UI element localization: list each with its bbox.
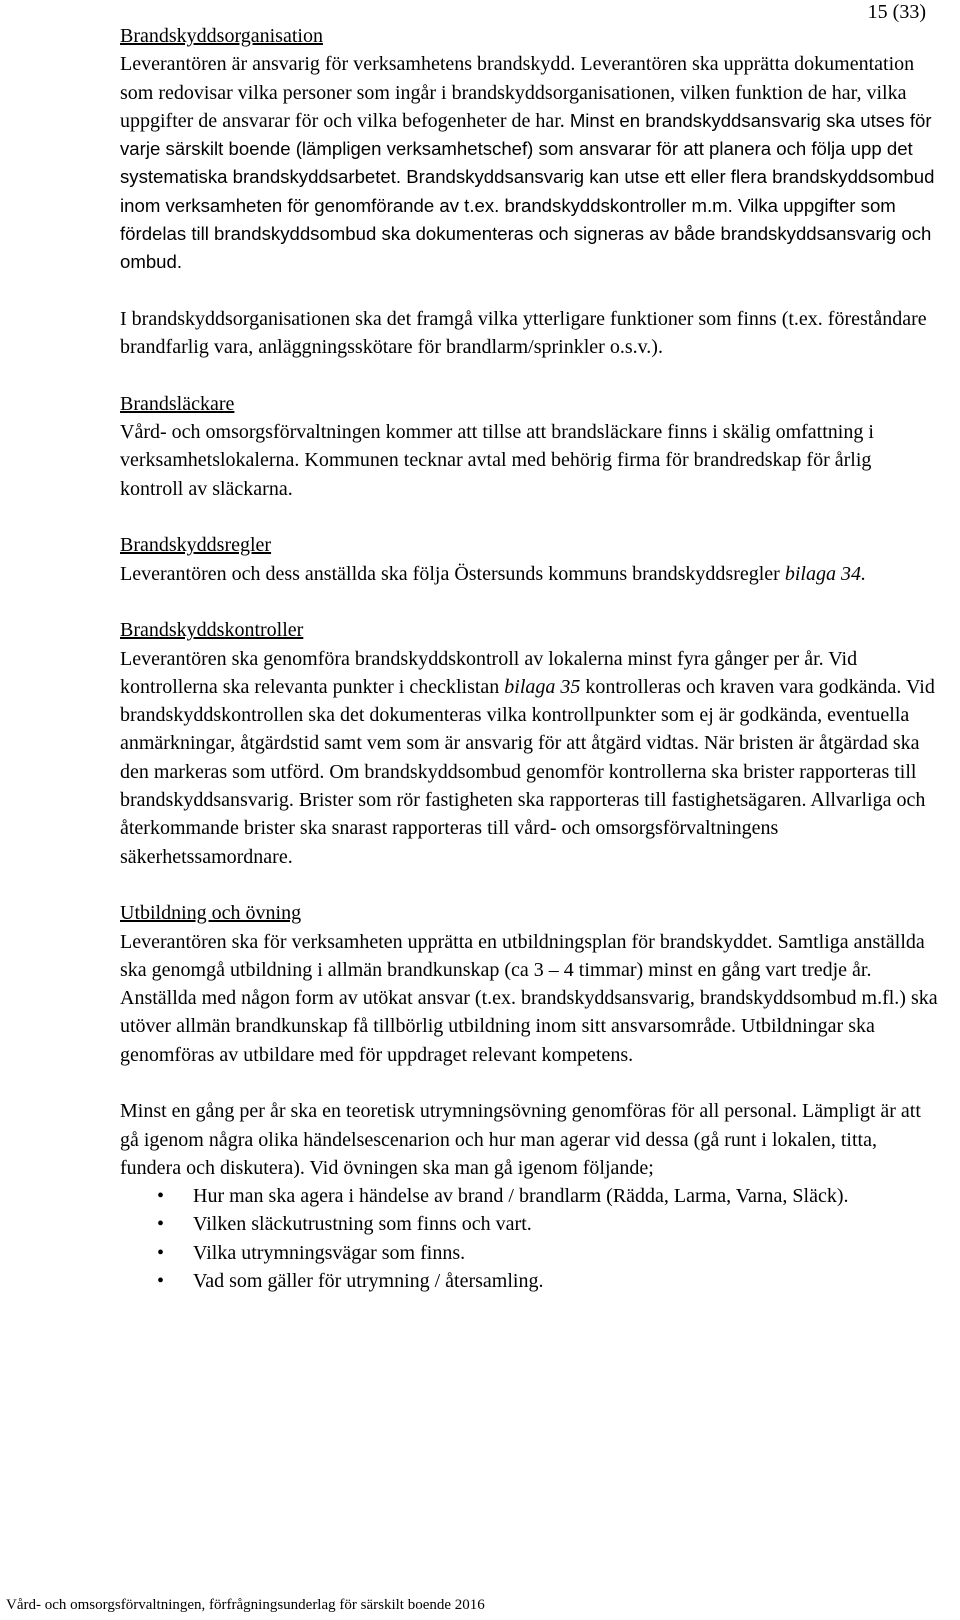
section-training (120, 899, 938, 1069)
section-heading: Brandskyddskontroller (120, 619, 304, 642)
bullet-icon: • (157, 1213, 165, 1236)
section-organisation (120, 22, 938, 277)
drill-checklist (120, 1182, 938, 1295)
paragraph-text: kontrolleras och kraven vara godkända. Vid brandskyddskontrollen ska det dokumenteras vilka kontrollpunkter som ej är godkända, eventuella anmärkningar, åtgärdstid samt vem som är ansvarig för att åtgärd vidtas. När bristen är åtgärdad ska den markeras som utförd. Om brandskyddsombud genomför kontrollerna ska brister rapporteras till brandskyddsansvarig. Brister som rör fastigheten ska rapporteras till fastighetsägaren. Allvarliga och återkommande brister ska snarast rapporteras till vård- och omsorgsförvaltningens säkerhetssamordnare. (120, 675, 935, 868)
section-heading: Brandskyddsorganisation (120, 25, 323, 47)
page-footer: Vård- och omsorgsförvaltningen, förfrågningsunderlag för särskilt boende 2016 (6, 1597, 485, 1613)
paragraph: Vård- och omsorgsförvaltningen kommer att tillse att brandsläckare finns i skälig omfattning i verksamhetslokalerna. Kommunen tecknar avtal med behörig firma för brandredskap för årlig kontroll av släckarna. (120, 421, 874, 500)
list-item-text: Hur man ska agera i händelse av brand / brandlarm (Rädda, Larma, Varna, Släck). (193, 1185, 849, 1208)
paragraph-text-sans: Minst en brandskyddsansvarig ska utses för varje särskilt boende (lämpligen verksamhetschef) som ansvarar för att planera och följa upp det systematiska brandskyddsarbetet. Brandskyddsansvarig kan utse ett eller flera brandskyddsombud inom verksamheten för genomförande av t.ex. brandskyddskontroller m.m. Vilka uppgifter som fördelas till brandskyddsombud ska dokumenteras och signeras av både brandskyddsansvarig och ombud. (120, 109, 935, 273)
section-heading: Utbildning och övning (120, 902, 302, 925)
list-item-text: Vilken släckutrustning som finns och vart. (193, 1213, 532, 1236)
paragraph: Leverantören ska för verksamheten upprätta en utbildningsplan för brandskyddet. Samtliga anställda ska genomgå utbildning i allmän brandkunskap (ca 3 – 4 timmar) minst en gång vart tredje år. Anställda med någon form av utökat ansvar (t.ex. brandskyddsansvarig, brandskyddsombud m.fl.) ska utöver allmän brandkunskap få tillbörlig utbildning inom sitt ansvarsområde. Utbildningar ska genomföras av utbildare med för uppdraget relevant kompetens. (120, 930, 938, 1066)
document-body (120, 22, 938, 1295)
paragraph: I brandskyddsorganisationen ska det framgå vilka ytterligare funktioner som finns (t.ex. föreståndare brandfarlig vara, anläggningsskötare för brandlarm/sprinkler o.s.v.). (120, 307, 927, 359)
paragraph (120, 645, 938, 871)
list-item (120, 1182, 938, 1210)
section-heading: Brandskyddsregler (120, 534, 272, 557)
section-controls (120, 616, 938, 871)
paragraph-text: Leverantören är ansvarig för verksamhetens brandskydd. Leverantören ska upprätta dokumentation som redovisar vilka personer som ingår i brandskyddsorganisationen, vilken funktion de har, vilka uppgifter de ansvarar för och vilka befogenheter de har. (120, 53, 915, 132)
list-item (120, 1267, 938, 1295)
list-item (120, 1210, 938, 1238)
section-rules (120, 531, 938, 588)
bullet-icon: • (157, 1241, 165, 1264)
appendix-reference: bilaga 35 (504, 675, 581, 698)
page-number: 15 (33) (867, 1, 926, 23)
section-heading: Brandsläckare (120, 392, 235, 415)
list-item (120, 1239, 938, 1267)
list-item-text: Vilka utrymningsvägar som finns. (193, 1241, 466, 1264)
section-extinguishers (120, 390, 938, 503)
paragraph-text: Leverantören ska genomföra brandskyddskontroll av lokalerna minst fyra gånger per år. Vid kontrollerna ska relevanta punkter i checklistan (120, 647, 858, 698)
section-functions (120, 305, 938, 362)
paragraph (120, 560, 938, 588)
paragraph (120, 50, 938, 276)
list-item-text: Vad som gäller för utrymning / återsamling. (193, 1270, 544, 1293)
paragraph: Minst en gång per år ska en teoretisk utrymningsövning genomföras för all personal. Lämpligt är att gå igenom några olika händelsescenarion och hur man agerar vid dessa (gå runt i lokalen, titta, fundera och diskutera). Vid övningen ska man gå igenom följande; (120, 1100, 921, 1179)
paragraph-text: Leverantören och dess anställda ska följa Östersunds kommuns brandskyddsregler (120, 562, 780, 585)
bullet-icon: • (157, 1270, 165, 1293)
bullet-icon: • (157, 1185, 165, 1208)
section-drill (120, 1097, 938, 1295)
appendix-reference: bilaga 34. (784, 562, 866, 585)
